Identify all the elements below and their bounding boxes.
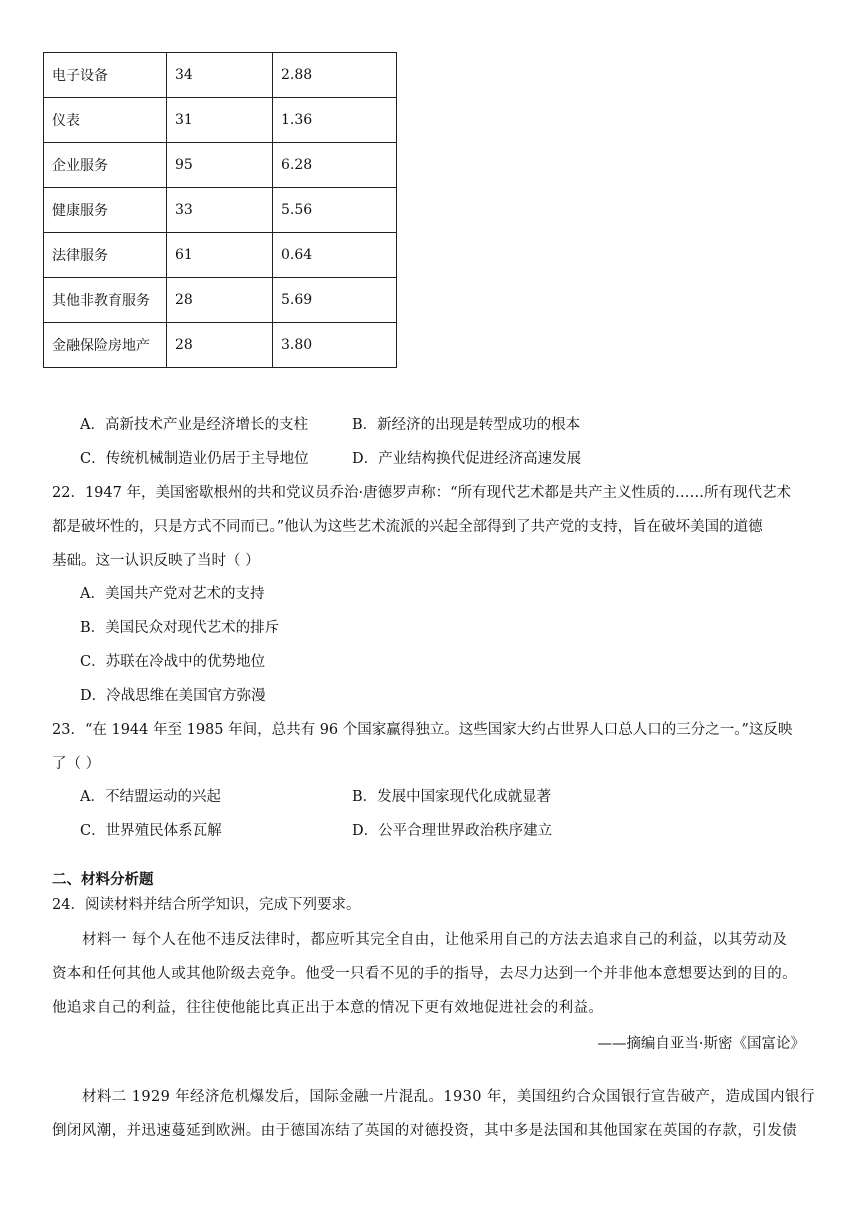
rate-cell: 6.28 — [273, 143, 397, 188]
q23-stem-line-2: 了（ ） — [52, 756, 101, 772]
q22-option-b[interactable]: B．美国民众对现代艺术的排斥 — [80, 620, 280, 636]
material1-line-2: 资本和任何其他人或其他阶级去竞争。他受一只看不见的手的指导，去尽力达到一个并非他本意想要达到的目的。 — [52, 966, 797, 982]
q22-stem-line-1: 22．1947 年，美国密歇根州的共和党议员乔治·唐德罗声称：“所有现代艺术都是共产主义性质的……所有现代艺术 — [52, 485, 791, 501]
q24-stem: 24．阅读材料并结合所学知识，完成下列要求。 — [52, 897, 361, 913]
industry-cell: 法律服务 — [44, 233, 167, 278]
table-row — [44, 98, 397, 143]
q23-stem-line-1: 23．“在 1944 年至 1985 年间，总共有 96 个国家赢得独立。这些国家大约占世界人口总人口的三分之一。”这反映 — [52, 722, 793, 738]
q22-option-d[interactable]: D．冷战思维在美国官方弥漫 — [80, 688, 266, 704]
q23-option-c[interactable]: C．世界殖民体系瓦解 — [80, 823, 222, 839]
material1-line-1: 材料一 每个人在他不违反法律时，都应听其完全自由，让他采用自己的方法去追求自己的利益，以其劳动及 — [82, 932, 788, 948]
q21-option-d[interactable]: D．产业结构换代促进经济高速发展 — [352, 451, 582, 467]
value-cell: 28 — [167, 278, 273, 323]
q21-option-a[interactable]: A．高新技术产业是经济增长的支柱 — [80, 417, 308, 433]
rate-cell: 0.64 — [273, 233, 397, 278]
value-cell: 31 — [167, 98, 273, 143]
table-row — [44, 188, 397, 233]
q22-stem-line-2: 都是破坏性的，只是方式不同而已。”他认为这些艺术流派的兴起全部得到了共产党的支持，旨在破坏美国的道德 — [52, 519, 763, 535]
value-cell: 34 — [167, 53, 273, 98]
industry-cell: 企业服务 — [44, 143, 167, 188]
q22-option-a[interactable]: A．美国共产党对艺术的支持 — [80, 586, 265, 602]
material2-line-1: 材料二 1929 年经济危机爆发后，国际金融一片混乱。1930 年，美国纽约合众国银行宣告破产，造成国内银行 — [82, 1089, 815, 1105]
table-row — [44, 278, 397, 323]
rate-cell: 5.69 — [273, 278, 397, 323]
value-cell: 28 — [167, 323, 273, 368]
material1-source: ——摘编自亚当·斯密《国富论》 — [597, 1036, 805, 1052]
industry-cell: 金融保险房地产 — [44, 323, 167, 368]
value-cell: 33 — [167, 188, 273, 233]
rate-cell: 2.88 — [273, 53, 397, 98]
q23-option-b[interactable]: B．发展中国家现代化成就显著 — [352, 789, 552, 805]
table-row — [44, 233, 397, 278]
q22-stem-line-3: 基础。这一认识反映了当时（ ） — [52, 553, 260, 569]
industry-cell: 仪表 — [44, 98, 167, 143]
industry-cell: 其他非教育服务 — [44, 278, 167, 323]
q21-option-c[interactable]: C．传统机械制造业仍居于主导地位 — [80, 451, 309, 467]
value-cell: 61 — [167, 233, 273, 278]
q23-option-a[interactable]: A．不结盟运动的兴起 — [80, 789, 221, 805]
q23-option-d[interactable]: D．公平合理世界政治秩序建立 — [352, 823, 553, 839]
material1-line-3: 他追求自己的利益，往往使他能比真正出于本意的情况下更有效地促进社会的利益。 — [52, 1000, 604, 1016]
material2-line-2: 倒闭风潮，并迅速蔓延到欧洲。由于德国冻结了英国的对德投资，其中多是法国和其他国家在英国的存款，引发债 — [52, 1123, 797, 1139]
industry-table — [43, 52, 397, 368]
section-title: 二、材料分析题 — [52, 872, 154, 888]
q22-option-c[interactable]: C．苏联在冷战中的优势地位 — [80, 654, 266, 670]
table-row — [44, 53, 397, 98]
rate-cell: 5.56 — [273, 188, 397, 233]
rate-cell: 3.80 — [273, 323, 397, 368]
industry-cell: 电子设备 — [44, 53, 167, 98]
q21-option-b[interactable]: B．新经济的出现是转型成功的根本 — [352, 417, 581, 433]
industry-cell: 健康服务 — [44, 188, 167, 233]
industry-table-body — [44, 53, 397, 368]
rate-cell: 1.36 — [273, 98, 397, 143]
table-row — [44, 323, 397, 368]
table-row — [44, 143, 397, 188]
value-cell: 95 — [167, 143, 273, 188]
